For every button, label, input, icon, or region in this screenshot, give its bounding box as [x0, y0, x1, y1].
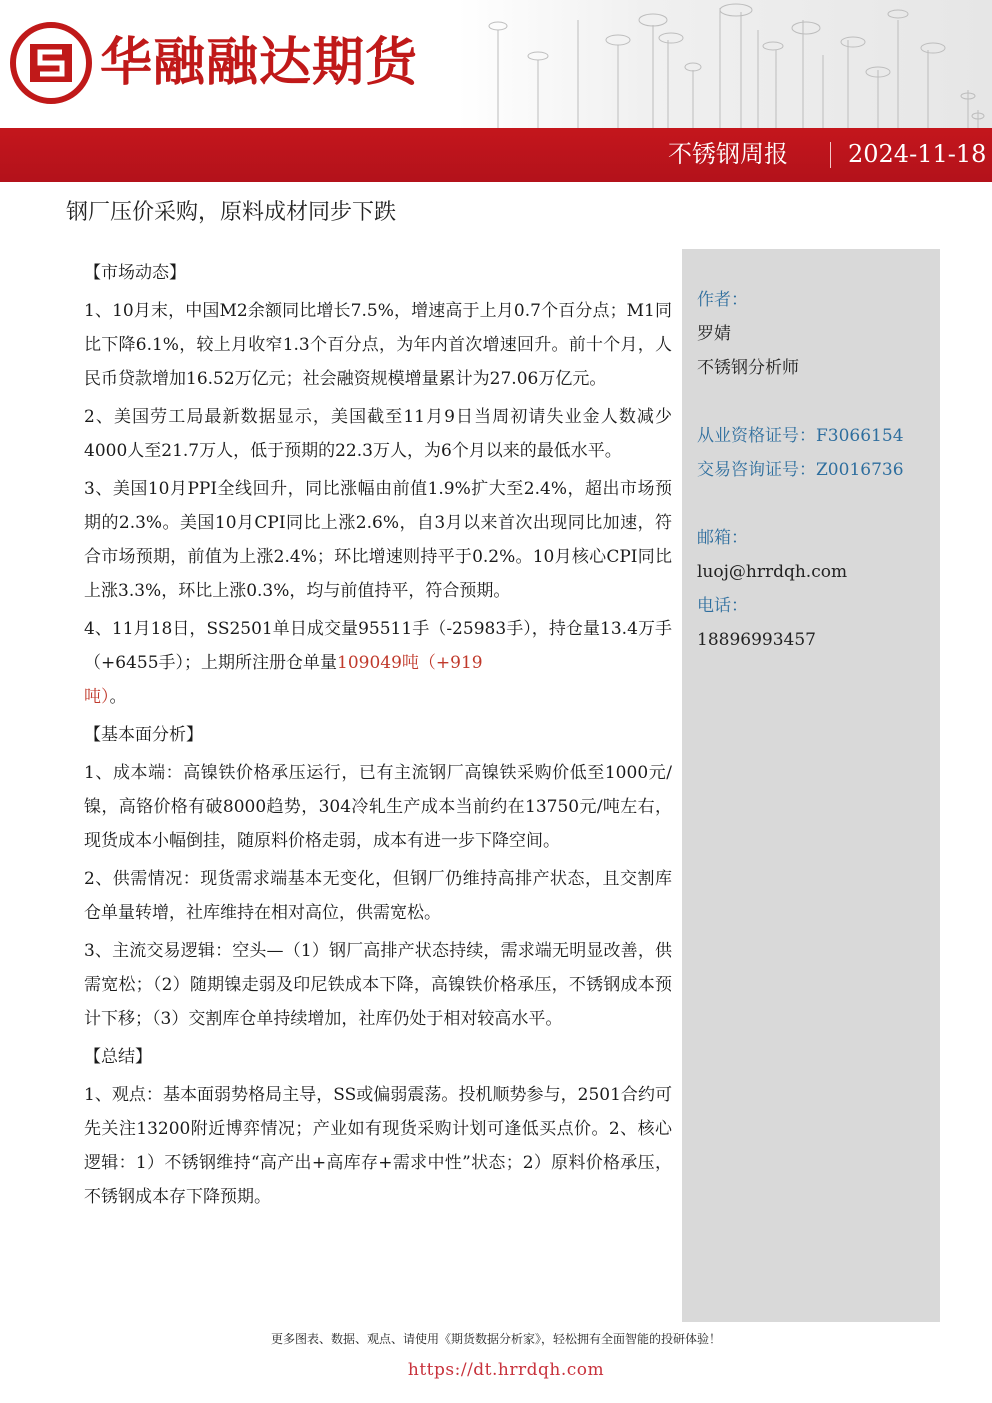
phone-number: 18896993457: [697, 630, 816, 650]
logo-icon: [10, 22, 92, 104]
company-logo: [10, 22, 92, 104]
header-separator: [830, 142, 831, 168]
author-label: 作者：: [697, 290, 748, 310]
author-name: 罗婧: [697, 324, 731, 344]
author-sidebar: [682, 249, 940, 1322]
report-date: 2024-11-18: [848, 140, 987, 168]
report-title: 钢厂压价采购，原料成材同步下跌: [66, 200, 397, 225]
section-heading: 【总结】: [84, 1047, 152, 1067]
footer-link[interactable]: https://dt.hrrdqh.com: [407, 1360, 605, 1380]
paragraph-text: 。: [109, 687, 127, 707]
footer-note: 更多图表、数据、观点、请使用《期货数据分析家》，轻松拥有全面智能的投研体验！: [270, 1332, 721, 1346]
paragraph: 3、主流交易逻辑：空头—（1）钢厂高排产状态持续，需求端无明显改善，供需宽松；（2）随期镍走弱及印尼铁成本下降，高镍铁价格承压，不锈钢成本预计下移；（3）交割库仓单持续增加，社库仍处于相对较高水平。: [84, 941, 672, 1029]
header-decoration: [458, 0, 992, 130]
consulting-number: 交易咨询证号：Z0016736: [697, 460, 904, 480]
phone-label: 电话：: [697, 596, 748, 616]
decoration-circles-graphic: [458, 0, 992, 130]
report-type: 不锈钢周报: [668, 140, 788, 168]
warehouse-receipt-value: 109049吨（+919: [337, 653, 483, 673]
report-header: [0, 0, 992, 182]
header-red-bar: [0, 128, 992, 182]
paragraph: [84, 612, 672, 714]
email-address[interactable]: luoj@hrrdqh.com: [697, 562, 848, 582]
paragraph: 2、美国劳工局最新数据显示，美国截至11月9日当周初请失业金人数减少4000人至21.7万人，低于预期的22.3万人，为6个月以来的最低水平。: [84, 407, 672, 461]
brand-name: 华融融达期货: [100, 33, 419, 93]
paragraph: 1、成本端：高镍铁价格承压运行，已有主流钢厂高镍铁采购价低至1000元/镍，高铬价格有破8000趋势，304冷轧生产成本当前约在13750元/吨左右，现货成本小幅倒挂，随原料价格走弱，成本有进一步下降空间。: [84, 763, 672, 851]
section-heading: 【基本面分析】: [84, 725, 203, 745]
author-title: 不锈钢分析师: [697, 358, 799, 378]
section-summary: [84, 1040, 672, 1214]
paragraph-text: 4、11月18日，SS2501单日成交量95511手（-25983手），持仓量13.4万手（+6455手）；上期所注册仓单量: [84, 619, 672, 673]
warehouse-receipt-unit: 吨）: [84, 687, 110, 707]
paragraph: 1、10月末，中国M2余额同比增长7.5%，增速高于上月0.7个百分点；M1同比下降6.1%，较上月收窄1.3个百分点，为年内首次增速回升。前十个月，人民币贷款增加16.52万亿元；社会融资规模增量累计为27.06万亿元。: [84, 301, 672, 389]
qualification-number: 从业资格证号：F3066154: [697, 426, 904, 446]
section-market: [84, 256, 672, 718]
main-content: [84, 256, 672, 1322]
section-fundamentals: [84, 718, 672, 1040]
paragraph: 1、观点：基本面弱势格局主导，SS或偏弱震荡。投机顺势参与，2501合约可先关注13200附近博弈情况；产业如有现货采购计划可逢低买点价。2、核心逻辑：1）不锈钢维持“高产出+高库存+需求中性”状态；2）原料价格承压，不锈钢成本存下降预期。: [84, 1085, 672, 1207]
paragraph: 3、美国10月PPI全线回升，同比涨幅由前值1.9%扩大至2.4%，超出市场预期的2.3%。美国10月CPI同比上涨2.6%，自3月以来首次出现同比加速，符合市场预期，前值为上涨2.4%；环比增速则持平于0.2%。10月核心CPI同比上涨3.3%，环比上涨0.3%，均与前值持平，符合预期。: [84, 479, 672, 601]
section-heading: 【市场动态】: [84, 263, 186, 283]
paragraph: 2、供需情况：现货需求端基本无变化，但钢厂仍维持高排产状态，且交割库仓单量转增，社库维持在相对高位，供需宽松。: [84, 869, 672, 923]
email-label: 邮箱：: [697, 528, 748, 548]
